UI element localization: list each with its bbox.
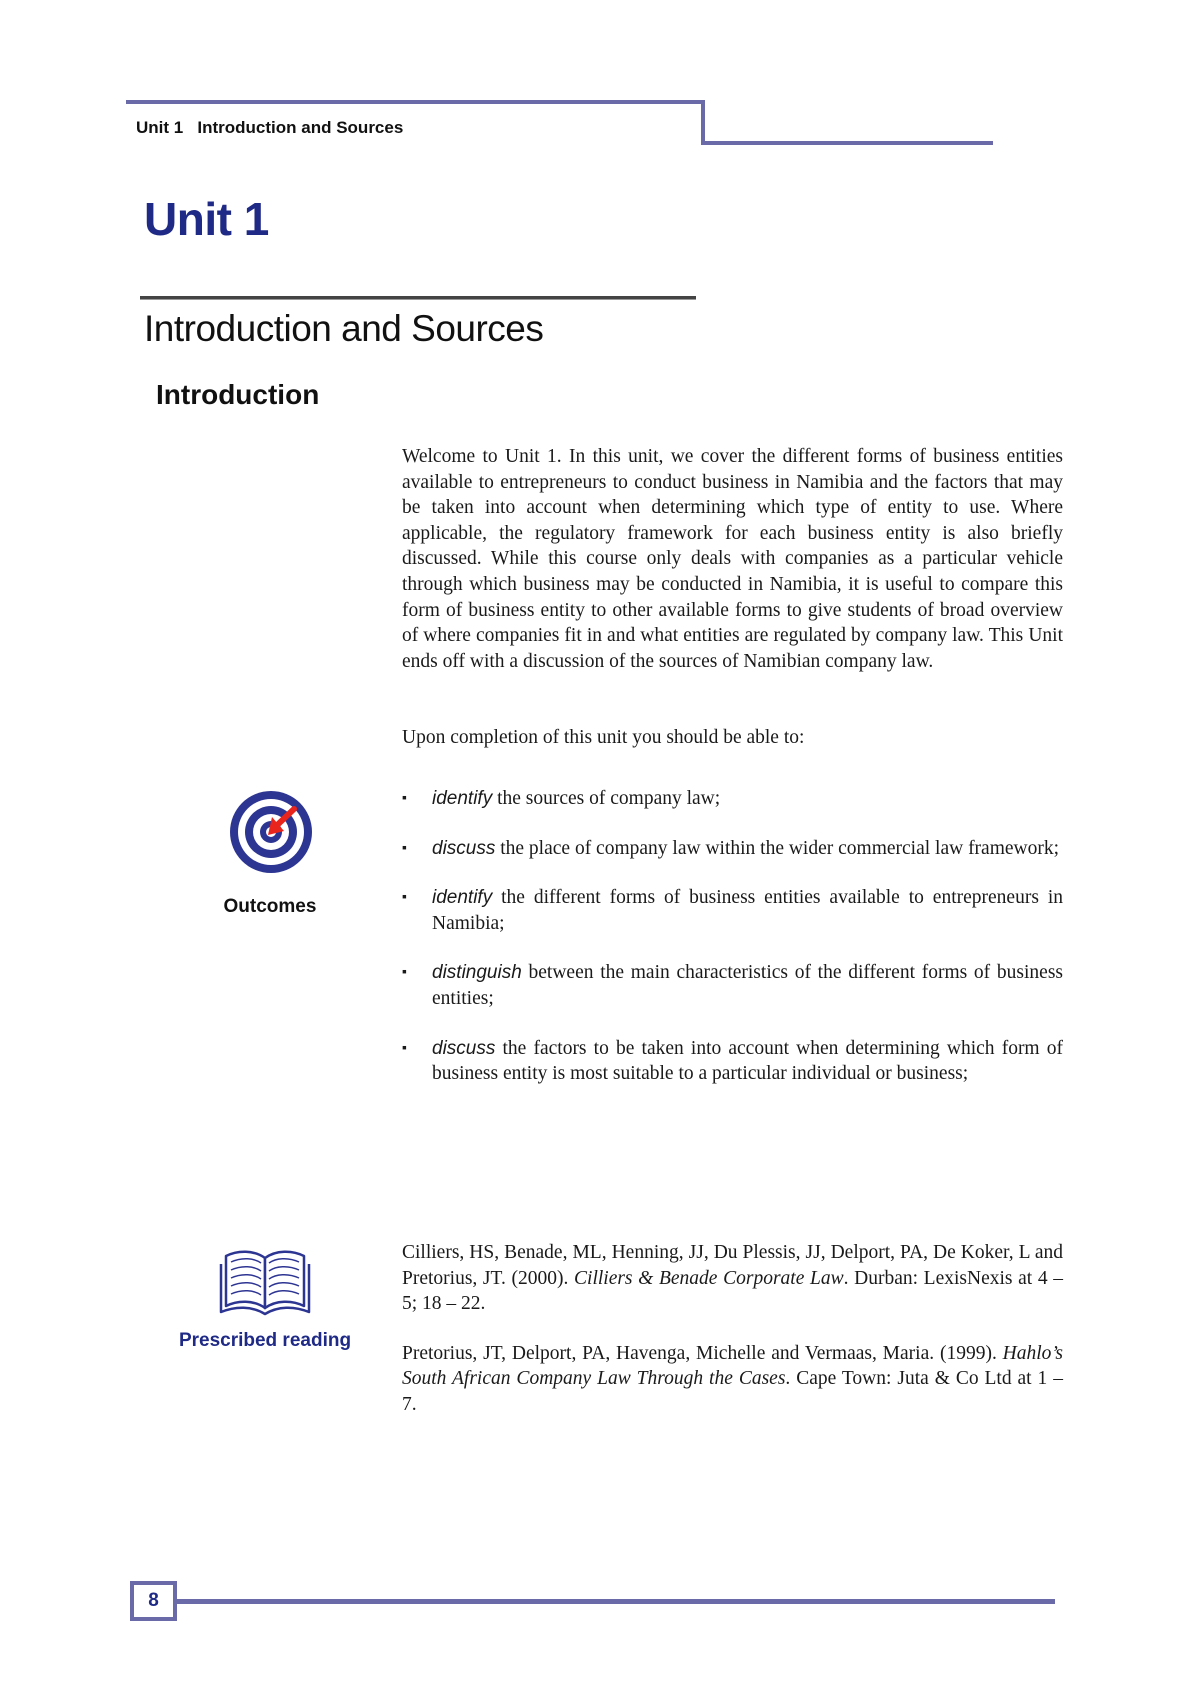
bullet-icon: ▪ xyxy=(402,840,407,856)
unit-subtitle: Introduction and Sources xyxy=(144,308,544,349)
ref-title: Hahlo’s South African Company Law Through the Cases xyxy=(402,1342,1063,1390)
outcome-text: the sources of company law; xyxy=(492,788,721,809)
reading-list xyxy=(402,1240,1063,1442)
reading-ref xyxy=(402,1341,1063,1418)
outcome-text: between the main characteristics of the different forms of business entities; xyxy=(432,962,1063,1009)
unit-title: Unit 1 xyxy=(144,193,269,245)
outcomes-list xyxy=(402,786,1063,1111)
outcomes-lead-text: Upon completion of this unit you should be able to: xyxy=(402,727,805,748)
bullet-icon: ▪ xyxy=(402,791,407,806)
list-item xyxy=(402,786,1063,812)
footer-rule xyxy=(177,1599,1055,1604)
section-heading: Introduction xyxy=(156,379,320,410)
page-number: 8 xyxy=(130,1581,177,1621)
list-item xyxy=(402,1036,1063,1087)
bullet-icon: ▪ xyxy=(402,965,407,981)
reading-ref xyxy=(402,1240,1063,1317)
list-item xyxy=(402,960,1063,1011)
outcomes-label: Outcomes xyxy=(223,896,317,917)
ref-title: Cilliers & Benade Corporate Law xyxy=(574,1267,844,1289)
bullet-icon: ▪ xyxy=(402,1040,407,1056)
outcome-text: the place of company law within the wider commercial law framework; xyxy=(495,837,1060,859)
outcome-text: the factors to be taken into account when determining which form of business entity is most suitable to a particular individual or business; xyxy=(432,1037,1063,1085)
list-item xyxy=(402,885,1063,936)
prescribed-reading-label: Prescribed reading xyxy=(178,1330,352,1351)
ref-authors: Pretorius, JT, Delport, PA, Havenga, Michelle and Vermaas, Maria. (1999). xyxy=(402,1342,1003,1364)
target-icon xyxy=(226,787,316,877)
outcome-verb: discuss xyxy=(432,837,496,859)
title-divider xyxy=(140,296,696,299)
header-rule-right xyxy=(701,141,993,145)
bullet-icon: ▪ xyxy=(402,890,407,906)
ref-publisher: . Durban: LexisNexis at 4 – 5; 18 – 22. xyxy=(402,1267,1063,1315)
header-rule-step xyxy=(701,100,705,145)
book-icon xyxy=(218,1244,312,1318)
outcome-verb: identify xyxy=(432,788,493,809)
header-rule xyxy=(126,100,704,104)
ref-authors: Cilliers, HS, Benade, ML, Henning, JJ, Du Plessis, JJ, Delport, PA, De Koker, L and Pretorius, JT. (2000). xyxy=(402,1242,1063,1289)
intro-text: Welcome to Unit 1. In this unit, we cover the different forms of business entities available to entrepreneurs to conduct business in Namibia and the factors that may be taken into account when determining which type of entity to use. Where applicable, the regulatory framework for each business entity is also briefly discussed. While this course only deals with companies as a particular vehicle through which business may be conducted in Namibia, it is useful to compare this form of business entity to other available forms to give students of broad overview of where companies fit in and what entities are regulated by company law. This Unit ends off with a discussion of the sources of Namibian company law. xyxy=(402,446,1063,672)
outcome-text: the different forms of business entities available to entrepreneurs in Namibia; xyxy=(432,887,1063,934)
ref-publisher: . Cape Town: Juta & Co Ltd at 1 – 7. xyxy=(402,1368,1063,1415)
outcome-verb: distinguish xyxy=(432,962,522,984)
list-item xyxy=(402,836,1063,862)
intro-paragraph xyxy=(402,444,1063,674)
running-header: Unit 1 Introduction and Sources xyxy=(136,118,404,137)
outcome-verb: discuss xyxy=(432,1037,496,1059)
outcomes-lead xyxy=(402,725,1063,751)
outcome-verb: identify xyxy=(432,887,493,909)
